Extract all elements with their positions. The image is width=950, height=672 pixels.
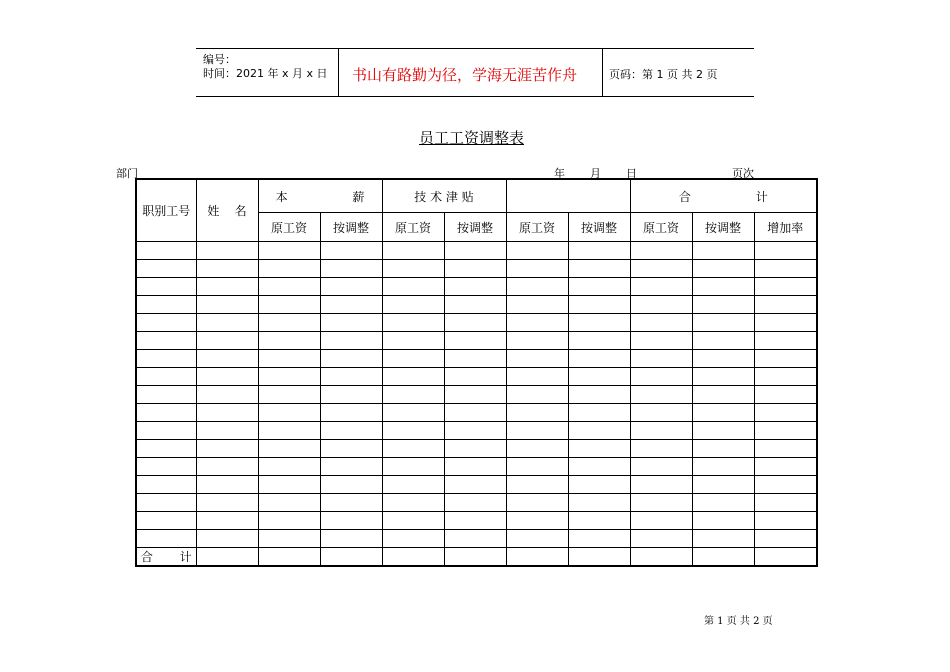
header-divider-right [602,48,603,96]
table-cell[interactable] [506,404,568,422]
table-cell[interactable] [754,530,817,548]
day-label: 日 [626,167,637,180]
table-cell[interactable] [754,314,817,332]
salary-adjustment-table [135,178,818,567]
table-cell[interactable] [382,494,444,512]
table-cell[interactable] [258,530,320,548]
table-cell[interactable] [754,260,817,278]
table-row [136,350,817,368]
table-cell[interactable] [754,242,817,260]
table-cell[interactable] [444,458,506,476]
total-cell[interactable] [382,548,444,567]
table-cell[interactable] [196,440,258,458]
table-cell[interactable] [568,476,630,494]
table-cell[interactable] [754,422,817,440]
table-cell[interactable] [692,422,754,440]
table-cell[interactable] [506,314,568,332]
subheader-increase-rate: 增加率 [754,213,817,242]
table-cell[interactable] [320,350,382,368]
table-cell[interactable] [136,314,196,332]
table-row [136,332,817,350]
table-row [136,296,817,314]
table-row [136,404,817,422]
table-cell[interactable] [568,242,630,260]
table-cell[interactable] [196,476,258,494]
table-cell[interactable] [754,404,817,422]
table-cell[interactable] [136,458,196,476]
table-cell[interactable] [196,368,258,386]
table-cell[interactable] [630,512,692,530]
table-cell[interactable] [444,512,506,530]
subheader-adjusted: 按调整 [692,213,754,242]
table-cell[interactable] [754,350,817,368]
table-row [136,530,817,548]
subheader-adjusted: 按调整 [320,213,382,242]
table-cell[interactable] [568,260,630,278]
table-cell[interactable] [320,404,382,422]
table-cell[interactable] [568,404,630,422]
subheader-original-salary: 原工资 [630,213,692,242]
table-cell[interactable] [506,296,568,314]
table-cell[interactable] [136,404,196,422]
table-cell[interactable] [258,278,320,296]
table-cell[interactable] [320,260,382,278]
table-cell[interactable] [630,476,692,494]
date-label: 时间：2021 年 x 月 x 日 [203,67,328,80]
table-cell[interactable] [630,404,692,422]
table-cell[interactable] [320,512,382,530]
table-cell[interactable] [196,458,258,476]
table-cell[interactable] [754,278,817,296]
header-technical-allowance: 技 术 津 贴 [382,179,506,213]
table-row [136,314,817,332]
table-cell[interactable] [258,476,320,494]
total-row [136,548,817,567]
table-row [136,512,817,530]
table-row [136,458,817,476]
table-cell[interactable] [506,260,568,278]
table-row [136,422,817,440]
table-cell[interactable] [692,278,754,296]
table-cell[interactable] [506,242,568,260]
table-cell[interactable] [506,440,568,458]
table-cell[interactable] [444,332,506,350]
table-cell[interactable] [382,278,444,296]
table-cell[interactable] [136,368,196,386]
table-cell[interactable] [196,350,258,368]
table-cell[interactable] [630,494,692,512]
table-cell[interactable] [692,368,754,386]
table-cell[interactable] [382,350,444,368]
header-employee-name: 姓 名 [196,179,258,242]
table-cell[interactable] [630,242,692,260]
table-cell[interactable] [382,404,444,422]
table-row [136,476,817,494]
header-divider-left [338,48,339,96]
table-row [136,494,817,512]
table-cell[interactable] [506,386,568,404]
table-cell[interactable] [444,422,506,440]
table-cell[interactable] [196,278,258,296]
table-cell[interactable] [692,350,754,368]
table-cell[interactable] [568,512,630,530]
table-cell[interactable] [692,512,754,530]
table-cell[interactable] [444,260,506,278]
table-cell[interactable] [568,440,630,458]
table-cell[interactable] [258,440,320,458]
table-cell[interactable] [258,368,320,386]
table-cell[interactable] [320,476,382,494]
table-cell[interactable] [444,530,506,548]
table-cell[interactable] [320,278,382,296]
table-cell[interactable] [258,260,320,278]
table-cell[interactable] [754,296,817,314]
table-cell[interactable] [320,386,382,404]
table-cell[interactable] [136,332,196,350]
total-row-label: 合 计 [136,548,196,567]
table-cell[interactable] [630,440,692,458]
table-cell[interactable] [320,422,382,440]
table-cell[interactable] [754,332,817,350]
table-cell[interactable] [320,530,382,548]
page-code-label: 页码：第 1 页 共 2 页 [609,68,718,81]
table-cell[interactable] [692,530,754,548]
table-cell[interactable] [754,494,817,512]
table-cell[interactable] [568,296,630,314]
table-cell[interactable] [568,278,630,296]
table-cell[interactable] [692,476,754,494]
table-cell[interactable] [754,512,817,530]
header-top-border [196,48,754,49]
table-cell[interactable] [444,440,506,458]
table-cell[interactable] [196,422,258,440]
table-cell[interactable] [320,440,382,458]
table-cell[interactable] [506,350,568,368]
table-cell[interactable] [382,332,444,350]
table-cell[interactable] [382,314,444,332]
table-cell[interactable] [382,458,444,476]
table-cell[interactable] [630,350,692,368]
table-cell[interactable] [754,386,817,404]
table-cell[interactable] [692,458,754,476]
header-total: 合 计 [630,179,817,213]
table-cell[interactable] [136,476,196,494]
header-bottom-border [196,96,754,97]
table-cell[interactable] [382,512,444,530]
table-cell[interactable] [196,296,258,314]
table-cell[interactable] [258,458,320,476]
table-cell[interactable] [568,458,630,476]
table-cell[interactable] [754,458,817,476]
table-cell[interactable] [196,314,258,332]
table-row [136,386,817,404]
table-cell[interactable] [258,350,320,368]
table-cell[interactable] [258,494,320,512]
table-cell[interactable] [568,368,630,386]
table-row [136,242,817,260]
table-cell[interactable] [568,386,630,404]
table-cell[interactable] [692,440,754,458]
table-cell[interactable] [692,404,754,422]
table-cell[interactable] [568,314,630,332]
header-employee-id: 职别工号 [136,179,196,242]
table-cell[interactable] [258,242,320,260]
table-cell[interactable] [136,296,196,314]
table-cell[interactable] [444,404,506,422]
table-cell[interactable] [506,458,568,476]
table-cell[interactable] [754,368,817,386]
table-cell[interactable] [506,278,568,296]
table-cell[interactable] [196,404,258,422]
table-cell[interactable] [630,386,692,404]
table-cell[interactable] [444,296,506,314]
table-cell[interactable] [444,476,506,494]
table-cell[interactable] [630,332,692,350]
month-label: 月 [590,167,601,180]
table-cell[interactable] [506,476,568,494]
table-cell[interactable] [258,296,320,314]
table-cell[interactable] [136,494,196,512]
table-cell[interactable] [444,278,506,296]
table-cell[interactable] [382,530,444,548]
table-cell[interactable] [382,242,444,260]
table-cell[interactable] [630,260,692,278]
table-cell[interactable] [136,242,196,260]
year-label: 年 [554,167,565,180]
total-cell[interactable] [258,548,320,567]
table-cell[interactable] [692,260,754,278]
table-cell[interactable] [136,350,196,368]
table-cell[interactable] [382,386,444,404]
table-cell[interactable] [382,476,444,494]
table-cell[interactable] [258,512,320,530]
table-cell[interactable] [630,458,692,476]
table-cell[interactable] [320,296,382,314]
total-cell[interactable] [444,548,506,567]
table-cell[interactable] [320,332,382,350]
total-cell[interactable] [196,548,258,567]
table-cell[interactable] [568,494,630,512]
table-cell[interactable] [136,530,196,548]
table-cell[interactable] [258,332,320,350]
table-cell[interactable] [506,530,568,548]
table-cell[interactable] [506,494,568,512]
table-cell[interactable] [568,422,630,440]
subheader-original-salary: 原工资 [258,213,320,242]
table-cell[interactable] [630,530,692,548]
total-cell[interactable] [692,548,754,567]
total-cell[interactable] [754,548,817,567]
table-cell[interactable] [196,260,258,278]
table-row [136,260,817,278]
table-cell[interactable] [506,332,568,350]
table-cell[interactable] [692,386,754,404]
table-cell[interactable] [136,386,196,404]
table-cell[interactable] [136,512,196,530]
table-cell[interactable] [136,422,196,440]
table-cell[interactable] [258,386,320,404]
table-cell[interactable] [196,530,258,548]
subheader-adjusted: 按调整 [444,213,506,242]
table-cell[interactable] [568,332,630,350]
table-cell[interactable] [258,422,320,440]
table-cell[interactable] [692,494,754,512]
table-cell[interactable] [196,386,258,404]
table-cell[interactable] [444,386,506,404]
table-cell[interactable] [196,512,258,530]
total-cell[interactable] [320,548,382,567]
total-cell[interactable] [630,548,692,567]
table-cell[interactable] [136,278,196,296]
department-label: 部门 [116,167,138,180]
table-cell[interactable] [568,350,630,368]
table-cell[interactable] [630,278,692,296]
header-base-salary: 本 薪 [258,179,382,213]
serial-number-label: 编号： [203,53,236,66]
table-cell[interactable] [320,458,382,476]
table-cell[interactable] [320,368,382,386]
table-cell[interactable] [754,440,817,458]
table-cell[interactable] [630,368,692,386]
table-cell[interactable] [444,314,506,332]
table-cell[interactable] [320,494,382,512]
form-title: 员工工资调整表 [419,129,525,147]
table-cell[interactable] [506,512,568,530]
header-blank-group [506,179,630,213]
table-cell[interactable] [320,314,382,332]
page-count-label: 页次 [732,167,754,180]
table-cell[interactable] [136,440,196,458]
table-cell[interactable] [196,332,258,350]
table-cell[interactable] [258,404,320,422]
table-cell[interactable] [630,422,692,440]
table-cell[interactable] [444,242,506,260]
table-cell[interactable] [444,368,506,386]
table-cell[interactable] [258,314,320,332]
table-row [136,440,817,458]
subheader-original-salary: 原工资 [382,213,444,242]
table-cell[interactable] [692,332,754,350]
table-cell[interactable] [692,242,754,260]
table-cell[interactable] [320,242,382,260]
table-cell[interactable] [692,314,754,332]
footer-page-info: 第 1 页 共 2 页 [704,616,773,627]
total-cell[interactable] [506,548,568,567]
table-cell[interactable] [506,422,568,440]
total-cell[interactable] [568,548,630,567]
table-cell[interactable] [196,494,258,512]
table-cell[interactable] [382,422,444,440]
table-cell[interactable] [382,260,444,278]
table-cell[interactable] [506,368,568,386]
table-cell[interactable] [382,296,444,314]
table-cell[interactable] [692,296,754,314]
table-cell[interactable] [382,368,444,386]
table-row [136,368,817,386]
table-row [136,278,817,296]
motto-text: 书山有路勤为径，学海无涯苦作舟 [352,66,578,84]
subheader-original-salary: 原工资 [506,213,568,242]
subheader-adjusted: 按调整 [568,213,630,242]
table-cell[interactable] [444,350,506,368]
table-cell[interactable] [196,242,258,260]
table-cell[interactable] [630,314,692,332]
table-cell[interactable] [754,476,817,494]
table-cell[interactable] [136,260,196,278]
table-cell[interactable] [382,440,444,458]
table-cell[interactable] [444,494,506,512]
table-cell[interactable] [568,530,630,548]
table-cell[interactable] [630,296,692,314]
